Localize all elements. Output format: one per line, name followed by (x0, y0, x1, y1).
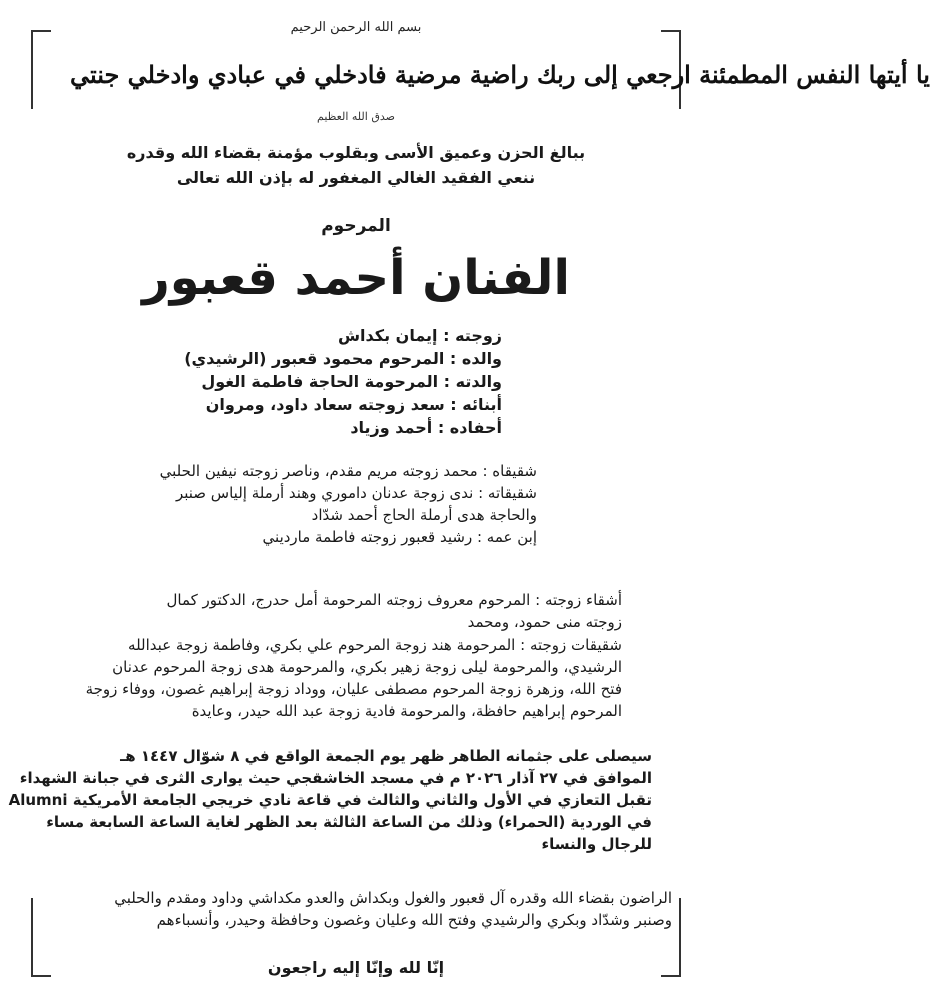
deceased-name: الفنان أحمد قعبور (142, 250, 570, 306)
funeral-line: في الوردية (الحمراء) وذلك من الساعة الثالثة بعد الظهر لغاية الساعة السابعة مساء (46, 813, 652, 831)
family-line: زوجته : إيمان بكداش (337, 326, 502, 345)
intro-line: ننعي الفقيد الغالي المغفور له بإذن الله تعالى (176, 168, 536, 187)
intro (100, 140, 612, 190)
sisters-line: المرحوم إبراهيم حافظة، والمرحومة فادية زوجة عبد الله حيدر، وعايدة (191, 702, 622, 720)
mourners-line: الراضون بقضاء الله وقدره آل قعبور والغول وبكداش والعدو مكداشي وداود ومقدم والحلبي (114, 889, 672, 907)
quran-verse: يا أيتها النفس المطمئنة ارجعي إلى ربك راضية مرضية فادخلي في عبادي وادخلي جنتي (70, 60, 930, 89)
wife-brothers (90, 589, 622, 633)
family-line: أحفاده : أحمد وزياد (350, 418, 502, 437)
siblings-line: شقيقاته : ندى زوجة عدنان داموري وهند أرملة إلياس صنبر (175, 484, 537, 502)
frame-corner-top-left (30, 30, 52, 110)
funeral-details (8, 745, 652, 855)
funeral-line: الموافق في ٢٧ آذار ٢٠٢٦ م في مسجد الخاشقجي حيث يوارى الثرى في جبانة الشهداء (19, 769, 652, 787)
mourners-line: وصنبر وشدّاد وبكري والرشيدي وفتح الله وعليان وغصون وحافظة وحيدر، وأنسباءهم (156, 911, 672, 929)
family-line: أبنائه : سعد زوجته سعاد داود، ومروان (205, 395, 502, 414)
mourners (40, 887, 672, 931)
inlaws-line: زوجته منى حمود، ومحمد (467, 613, 622, 631)
basmala: بسم الله الرحمن الرحيم (290, 20, 422, 35)
inlaws-line: أشقاء زوجته : المرحوم معروف زوجته المرحومة أمل حدرج، الدكتور كمال (166, 591, 622, 609)
immediate-family (140, 324, 502, 439)
funeral-line: تقبل التعازي في الأول والثاني والثالث في قاعة نادي خريجي الجامعة الأمريكية Alumni (8, 791, 652, 809)
family-line: والدته : المرحومة الحاجة فاطمة الغول (201, 372, 502, 391)
wife-sisters (85, 634, 622, 722)
siblings-line: إبن عمه : رشيد قعبور زوجته فاطمة مارديني (262, 528, 537, 546)
closing-phrase: إنّا لله وإنّا إليه راجعون (267, 958, 445, 977)
deceased-label: المرحوم (321, 216, 391, 236)
funeral-line: للرجال والنساء (541, 835, 652, 853)
sisters-line: الرشيدي، والمرحومة ليلى زوجة زهير بكري، والمرحومة هدى زوجة المرحوم عدنان (112, 658, 622, 676)
funeral-line: سيصلى على جثمانه الطاهر ظهر يوم الجمعة الواقع في ٨ شوّال ١٤٤٧ هـ (120, 747, 652, 765)
siblings-line: شقيقاه : محمد زوجته مريم مقدم، وناصر زوجته نيفين الحلبي (159, 462, 537, 480)
siblings-line: والحاجة هدى أرملة الحاج أحمد شدّاد (311, 506, 537, 524)
sisters-line: شقيقات زوجته : المرحومة هند زوجة المرحوم علي بكري، وفاطمة زوجة عبدالله (128, 636, 622, 654)
verse-closing: صدق الله العظيم (317, 110, 395, 123)
family-line: والده : المرحوم محمود قعبور (الرشيدي) (184, 349, 502, 368)
sisters-line: فتح الله، وزهرة زوجة المرحوم مصطفى عليان، ووداد زوجة إبراهيم غصون، ووفاء زوجة (85, 680, 622, 698)
intro-line: ببالغ الحزن وعميق الأسى وبقلوب مؤمنة بقضاء الله وقدره (126, 143, 586, 162)
siblings (140, 460, 537, 548)
